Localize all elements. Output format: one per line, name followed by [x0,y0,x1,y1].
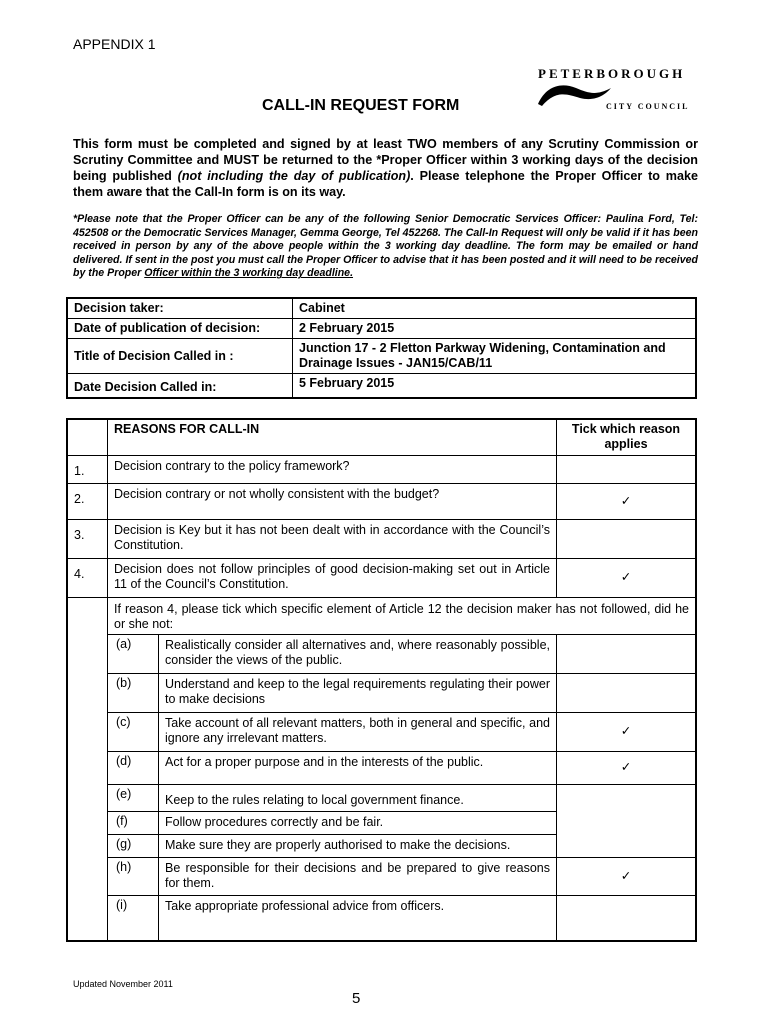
sub-text: Be responsible for their decisions and be prepared to give reasons for them. [159,857,557,895]
reason-number: 1. [67,455,108,483]
sub-tick-box[interactable] [557,784,697,811]
info-value[interactable]: Cabinet [293,298,697,319]
council-logo-subtitle: CITY COUNCIL [606,102,690,111]
info-label: Decision taker: [67,298,293,319]
reason-tick-box[interactable] [557,519,697,558]
updated-footer: Updated November 2011 [73,979,173,989]
sub-reason-row [67,712,696,751]
tick-header: Tick which reason applies [557,419,697,455]
sub-intro-text: If reason 4, please tick which specific element of Article 12 the decision maker has not followed, did he or she not: [108,597,697,634]
appendix-label: APPENDIX 1 [73,36,156,52]
sub-letter: (g) [108,834,159,857]
form-title: CALL-IN REQUEST FORM [262,97,460,114]
header-empty-cell [67,419,108,455]
intro-paragraph [73,136,698,200]
info-row-publication-date [67,319,696,339]
sub-tick-box[interactable] [557,895,697,941]
sub-text: Realistically consider all alternatives and, where reasonably possible, consider the views of the public. [159,634,557,673]
reason-row [67,483,696,519]
reason-text: Decision does not follow principles of good decision-making set out in Article 11 of the Council’s Constitution. [108,558,557,597]
sub-reason-row [67,784,696,811]
page-number: 5 [352,990,361,1007]
sub-tick-box[interactable] [557,673,697,712]
sub-reason-row [67,895,696,941]
reason-tick-box[interactable] [557,455,697,483]
sub-reason-row [67,857,696,895]
sub-text: Act for a proper purpose and in the interests of the public. [159,751,557,784]
sub-tick-box[interactable]: ✓ [557,751,697,784]
reason-number: 2. [67,483,108,519]
sub-intro-row [67,597,696,634]
sub-reason-row [67,811,696,834]
intro-text-1: This form must be completed and signed by at least TWO members of any Scrutiny Commission or Scrutiny Committee and MUST be returned to the *Proper Officer within 3 working days of the decision being published [73,137,698,183]
sub-letter: (b) [108,673,159,712]
sub-letter: (c) [108,712,159,751]
sub-reason-row [67,673,696,712]
info-label: Title of Decision Called in : [67,339,293,374]
reason-row [67,558,696,597]
info-row-decision-title [67,339,696,374]
reason-text: Decision contrary or not wholly consistent with the budget? [108,483,557,519]
note-underlined: Officer within the 3 working day deadline. [144,267,354,280]
sub-letter: (h) [108,857,159,895]
sub-text: Make sure they are properly authorised to make the decisions. [159,834,557,857]
sub-tick-box[interactable] [557,811,697,834]
sub-reason-row [67,634,696,673]
reasons-header: REASONS FOR CALL-IN [108,419,557,455]
reason-tick-box[interactable]: ✓ [557,483,697,519]
note-text: *Please note that the Proper Officer can be any of the following Senior Democratic Services Officer: Paulina Ford, Tel: 452508 or the Democratic Services Manager, Gemma George, Tel 452268. The Call-In Request will only be valid if it has been received in person by any of the above people within the 3 working day deadline. The form may be emailed or hand delivered. If sent in the post you must call the Proper Officer to advise that it has been posted and it will need to be received by the Proper [73,213,698,280]
reason-text: Decision contrary to the policy framework? [108,455,557,483]
info-row-decision-taker [67,298,696,319]
sub-tick-box[interactable] [557,634,697,673]
reason-text: Decision is Key but it has not been dealt with in accordance with the Council’s Constitution. [108,519,557,558]
sub-text: Follow procedures correctly and be fair. [159,811,557,834]
sub-letter: (i) [108,895,159,941]
info-value[interactable]: Junction 17 - 2 Fletton Parkway Widening, Contamination and Drainage Issues - JAN15/CAB/11 [293,339,697,374]
sub-reason-row [67,834,696,857]
sub-letter: (f) [108,811,159,834]
sub-left-margin [67,597,108,941]
reasons-table [66,418,697,942]
info-value[interactable]: 5 February 2015 [293,374,697,399]
sub-letter: (e) [108,784,159,811]
sub-text: Keep to the rules relating to local government finance. [159,784,557,811]
reason-row [67,519,696,558]
reason-row [67,455,696,483]
sub-tick-box[interactable] [557,834,697,857]
info-value[interactable]: 2 February 2015 [293,319,697,339]
reason-number: 4. [67,558,108,597]
intro-text-2: . Please telephone the Proper Officer to make them aware that the Call-In form is on its way. [73,169,698,199]
reason-number: 3. [67,519,108,558]
sub-letter: (d) [108,751,159,784]
intro-italic: (not including the day of publication) [177,169,411,183]
decision-info-table [66,297,697,399]
council-logo-name: PETERBOROUGH [538,66,686,81]
info-label: Date Decision Called in: [67,374,293,399]
sub-tick-box[interactable]: ✓ [557,712,697,751]
sub-text: Understand and keep to the legal requirements regulating their power to make decisions [159,673,557,712]
reason-tick-box[interactable]: ✓ [557,558,697,597]
reasons-header-row [67,419,696,455]
sub-reason-row [67,751,696,784]
sub-letter: (a) [108,634,159,673]
proper-officer-note [73,213,698,281]
sub-text: Take appropriate professional advice from officers. [159,895,557,941]
sub-tick-box[interactable]: ✓ [557,857,697,895]
info-label: Date of publication of decision: [67,319,293,339]
sub-text: Take account of all relevant matters, both in general and specific, and ignore any irrelevant matters. [159,712,557,751]
info-row-called-in-date [67,374,696,399]
